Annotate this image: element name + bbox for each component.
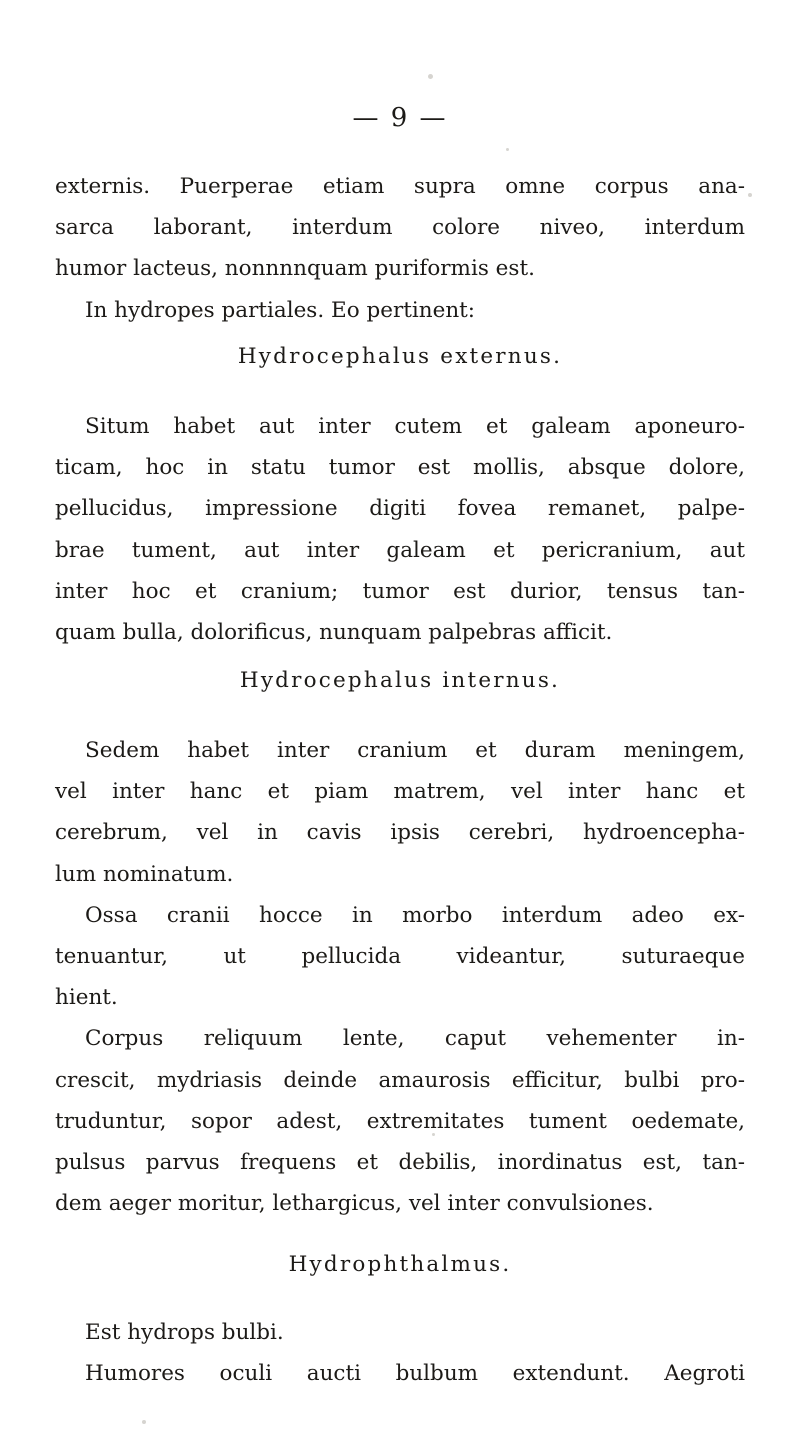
text-line: sarca laborant, interdum colore niveo, interdum xyxy=(55,215,745,241)
text-line: crescit, mydriasis deinde amaurosis efficitur, bulbi pro- xyxy=(55,1067,745,1093)
paper-speck xyxy=(142,1420,146,1424)
text-line: Corpus reliquum lente, caput vehementer in- xyxy=(85,1026,745,1052)
page-number: — 9 — xyxy=(352,103,448,133)
paper-speck xyxy=(428,74,433,79)
paper-speck xyxy=(506,148,509,151)
text-line: inter hoc et cranium; tumor est durior, tensus tan- xyxy=(55,578,745,604)
text-line: cerebrum, vel in cavis ipsis cerebri, hydroencepha- xyxy=(55,820,745,846)
paragraph-intro xyxy=(55,166,745,331)
text-line: vel inter hanc et piam matrem, vel inter hanc et xyxy=(55,779,745,805)
text-line: Est hydrops bulbi. xyxy=(85,1320,284,1345)
paragraph-hydrophthalmus xyxy=(55,1312,745,1394)
paragraph-internus xyxy=(55,730,745,1224)
text-line: Sedem habet inter cranium et duram meningem, xyxy=(85,738,745,763)
text-line: tenuantur, ut pellucida videantur, suturaeque xyxy=(55,944,745,970)
text-line: truduntur, sopor adest, extremitates tument oedemate, xyxy=(55,1108,745,1134)
text-line: externis. Puerperae etiam supra omne corpus ana- xyxy=(55,174,745,199)
section-heading-hydrocephalus-externus: Hydrocephalus externus. xyxy=(237,344,563,369)
text-line: ticam, hoc in statu tumor est mollis, absque dolore, xyxy=(55,455,745,481)
section-heading-hydrocephalus-internus: Hydrocephalus internus. xyxy=(239,668,561,693)
section-heading-hydrophthalmus: Hydrophthalmus. xyxy=(288,1252,512,1277)
text-line: lum nominatum. xyxy=(55,861,234,887)
text-line: Situm habet aut inter cutem et galeam aponeuro- xyxy=(85,414,745,439)
text-line: Humores oculi aucti bulbum extendunt. Aegroti xyxy=(85,1361,745,1387)
text-line: hient. xyxy=(55,985,118,1011)
paper-speck xyxy=(748,193,752,197)
paper-speck xyxy=(432,1133,435,1136)
text-line: pulsus parvus frequens et debilis, inordinatus est, tan- xyxy=(55,1150,745,1176)
text-line: Ossa cranii hocce in morbo interdum adeo ex- xyxy=(85,902,745,928)
text-line: dem aeger moritur, lethargicus, vel inter convulsiones. xyxy=(55,1191,654,1217)
text-line: pellucidus, impressione digiti fovea remanet, palpe- xyxy=(55,496,745,522)
paragraph-externus xyxy=(55,406,745,653)
text-line: humor lacteus, nonnnnquam puriformis est. xyxy=(55,256,535,282)
text-line: In hydropes partiales. Eo pertinent: xyxy=(85,297,476,323)
text-line: quam bulla, dolorificus, nunquam palpebras afficit. xyxy=(55,620,613,646)
text-line: brae tument, aut inter galeam et pericranium, aut xyxy=(55,537,745,563)
